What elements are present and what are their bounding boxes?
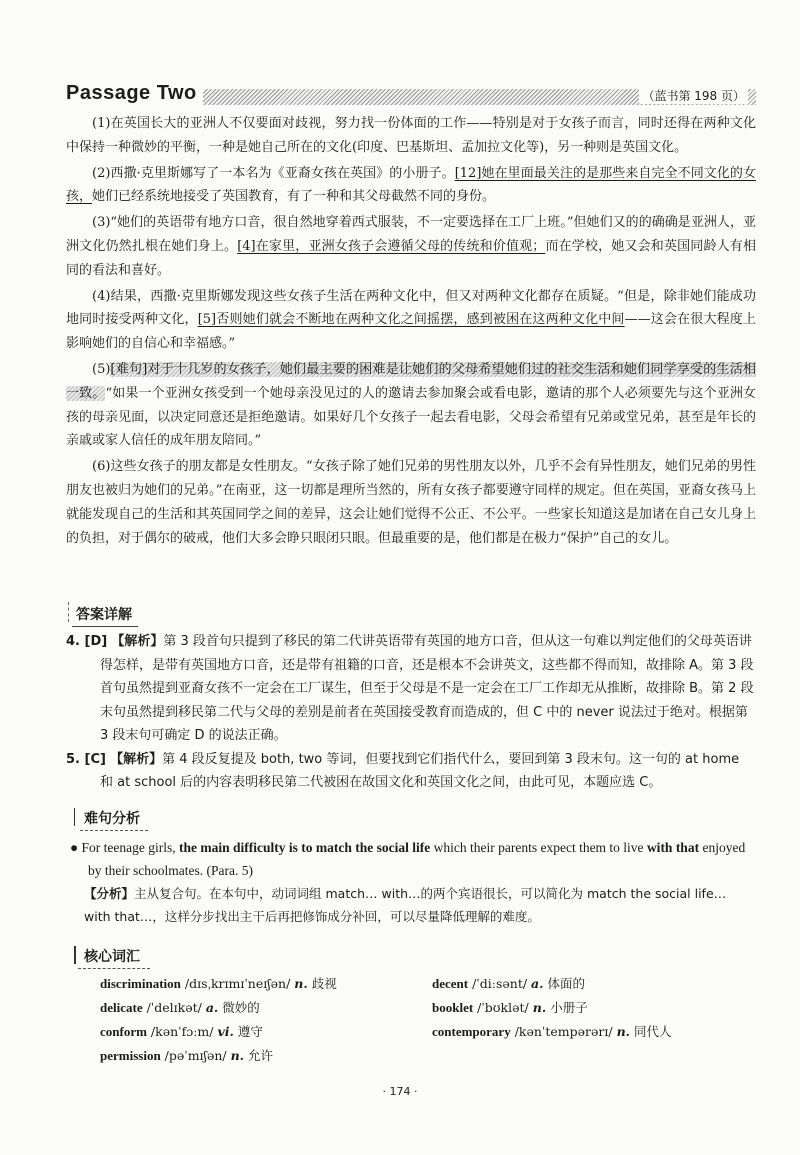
- page-number: · 174 ·: [382, 1085, 418, 1098]
- paragraph-1: (1)在英国长大的亚洲人不仅要面对歧视，努力找一份体面的工作——特别是对于女孩子而言，同时还得在两种文化中保持一种微妙的平衡，一种是她自己所在的文化(印度、巴基斯坦、孟加拉文化等)，另一种则是英国文化。: [66, 116, 756, 155]
- vocab-word: decent: [432, 976, 469, 991]
- analysis-sentence: ● For teenage girls, the main difficulty is to match the social life which their parents expect them to live with that enjoyed by their schoolmates. (Para. 5): [70, 840, 746, 878]
- vocab-item: [100, 972, 337, 996]
- vocab-pos: a.: [205, 1000, 219, 1015]
- analysis-s4: with that: [646, 840, 700, 855]
- vocab-item: [432, 1020, 672, 1044]
- vocab-word: discrimination: [100, 976, 181, 991]
- paragraph-2: [66, 162, 756, 210]
- answer-4: [66, 630, 756, 748]
- paragraph-3-key-sentence: [4]在家里，亚洲女孩子会遵循父母的传统和价值观；: [237, 238, 546, 254]
- passage-translation: [66, 112, 756, 552]
- paragraph-6: (6)这些女孩子的朋友都是女性朋友。“女孩子除了她们兄弟的男性朋友以外，几乎不会有异性朋友，她们兄弟的男性朋友也被归为她们的兄弟。”在南亚，这一切都是理所当然的，所有女孩子都要遵守同样的规定。但在英国，亚裔女孩马上就能发现自己的生活和其英国同学之间的差异，这会让她们觉得不公正、不公平。一些家长知道这是加诸在自己女儿身上的负担，对于偶尔的破戒，他们大多会睁只眼闭只眼。但最重要的是，他们都是在极力“保护”自己的女儿。: [66, 459, 756, 546]
- paragraph-4-key-sentence: [5]否则她们就会不断地在两种文化之间摇摆，感到被困在这两种文化中间: [197, 312, 625, 328]
- analysis-s5: enjoyed by their schoolmates. (Para. 5): [88, 840, 746, 878]
- paragraph-3-rest: 而在学校，她又会和英国同龄人有相同的看法和喜好。: [66, 238, 756, 278]
- analysis-section: [70, 836, 756, 928]
- page-reference: （蓝书第 198 页）: [639, 87, 748, 104]
- vocab-word: permission: [100, 1048, 161, 1063]
- vocab-word: conform: [100, 1024, 147, 1039]
- vocab-meaning: 歧视: [311, 976, 337, 991]
- vocab-ipa: /ˈdelɪkət/: [146, 1000, 202, 1015]
- answers-section: [66, 630, 756, 795]
- vocab-pos: a.: [531, 976, 544, 991]
- vocab-pos: n.: [230, 1048, 245, 1063]
- answer-5-tag: 【解析】: [110, 751, 163, 767]
- analysis-text: 主从复合句。在本句中，动词词组 match… with…的两个宾语很长，可以简化为 match the social life… with that…，这样分步找出主干后再把修饰成分补回，可以尽量降低理解的难度。: [84, 886, 727, 924]
- vocab-item: [432, 996, 588, 1020]
- vocab-item: [100, 1044, 273, 1068]
- analysis-tag: 【分析】: [84, 886, 135, 901]
- paragraph-4-rest: ——这会在很大程度上影响她们的自信心和幸福感。”: [66, 312, 756, 352]
- vocab-item: [100, 1020, 263, 1044]
- vocab-ipa: /pəˈmɪʃən/: [164, 1048, 227, 1063]
- paragraph-3-intro: (3)“她们的英语带有地方口音，很自然地穿着西式服装，不一定要选择在工厂上班。”但她们又的的确确是亚洲人，亚洲文化仍然扎根在她们身上。: [66, 215, 756, 254]
- analysis-s2: the main difficulty is to match the social life: [179, 840, 431, 855]
- paragraph-4-intro: (4)结果，西撒·克里斯娜发现这些女孩子生活在两种文化中，但又对两种文化都存在质疑。“但是，除非她们能成功地同时接受两种文化，: [66, 288, 756, 328]
- paragraph-2-intro: (2)西撒·克里斯娜写了一本名为《亚裔女孩在英国》的小册子。: [92, 165, 455, 181]
- answer-4-text: 第 3 段首句只提到了移民的第二代讲英语带有英国的地方口音，但从这一句难以判定他们的父母英语讲得怎样，是带有英国地方口音，还是带有祖籍的口音，还是根本不会讲英文，这些都不得而知，故排除 A。第 3 段首句虽然提到亚裔女孩不一定会在工厂谋生，但至于父母是不是一定会在工厂工作却无从推断，故排除 B。第 2 段末句虽然提到移民第二代与父母的差别是前者在英国接受教育而造成的，但 C 中的 never 说法过于绝对。根据第 3 段末句可确定 D 的说法正确。: [100, 634, 754, 743]
- answer-5: [66, 748, 756, 795]
- analysis-s3: which their parents expect them to live: [430, 840, 647, 855]
- vocab-item: [432, 972, 585, 996]
- paragraph-3: [66, 211, 756, 282]
- vocab-meaning: 小册子: [550, 1000, 588, 1015]
- vocab-pos: vi.: [217, 1024, 234, 1039]
- vocab-meaning: 遵守: [237, 1024, 263, 1039]
- vocab-ipa: /ˈbʊklət/: [477, 1000, 529, 1015]
- vocab-item: [100, 996, 260, 1020]
- answer-4-tag: 【解析】: [111, 634, 164, 649]
- paragraph-2-key-sentence: [12]她在里面最关注的是那些来自完全不同文化的女孩，: [66, 165, 756, 205]
- paragraph-5-rest: “如果一个亚洲女孩受到一个她母亲没见过的人的邀请去参加聚会或看电影，邀请的那个人必须要先与这个亚洲女孩的母亲见面，以决定同意还是拒绝邀请。如果好几个女孩子一起去看电影，父母会希望有兄弟或堂兄弟，甚至是年长的亲戚或家人信任的成年朋友陪同。”: [66, 385, 756, 449]
- vocab-heading: 核心词汇: [78, 946, 150, 969]
- analysis-explanation: [70, 882, 756, 928]
- vocab-word: delicate: [100, 1000, 143, 1015]
- vocab-meaning: 体面的: [547, 976, 585, 991]
- vocab-meaning: 允许: [248, 1048, 274, 1063]
- analysis-heading: 难句分析: [80, 808, 148, 831]
- vocab-ipa: /ˈdiːsənt/: [472, 976, 528, 991]
- passage-header: [66, 82, 756, 108]
- paragraph-5-number: (5): [92, 361, 111, 377]
- paragraph-2-rest: 她们已经系统地接受了英国教育，有了一种和其父母截然不同的身份。: [92, 189, 496, 205]
- vocab-word: booklet: [432, 1000, 474, 1015]
- vocab-pos: n.: [294, 976, 308, 991]
- vocab-pos: n.: [532, 1000, 547, 1015]
- paragraph-5: [66, 358, 756, 453]
- answer-5-text: 第 4 段反复提及 both, two 等词，但要找到它们指代什么，要回到第 3 段末句。这一句的 at home 和 at school 后的内容表明移民第二代被困在故国文化和英国文化之间，由此可见，本题应选 C。: [100, 751, 740, 790]
- passage-title: Passage Two: [66, 82, 203, 105]
- vocab-ipa: /dɪsˌkrɪmɪˈneɪʃən/: [184, 976, 291, 991]
- paragraph-5-difficult-sentence: [难句]对于十几岁的女孩子，她们最主要的困难是让她们的父母希望她们过的社交生活和她们同学享受的生活相一致。: [66, 361, 756, 401]
- vocab-ipa: /kənˈfɔːm/: [150, 1024, 214, 1039]
- paragraph-4: [66, 285, 756, 356]
- vocab-word: contemporary: [432, 1024, 511, 1039]
- vocab-meaning: 微妙的: [222, 1000, 260, 1015]
- answer-4-label: 4. [D]: [66, 634, 108, 649]
- answer-5-label: 5. [C]: [66, 751, 106, 767]
- answers-heading: 答案详解: [72, 604, 138, 627]
- vocab-pos: n.: [616, 1024, 631, 1039]
- vocab-ipa: /kənˈtempərərɪ/: [514, 1024, 613, 1039]
- vocab-meaning: 同代人: [634, 1024, 672, 1039]
- analysis-s1: For teenage girls,: [81, 840, 180, 855]
